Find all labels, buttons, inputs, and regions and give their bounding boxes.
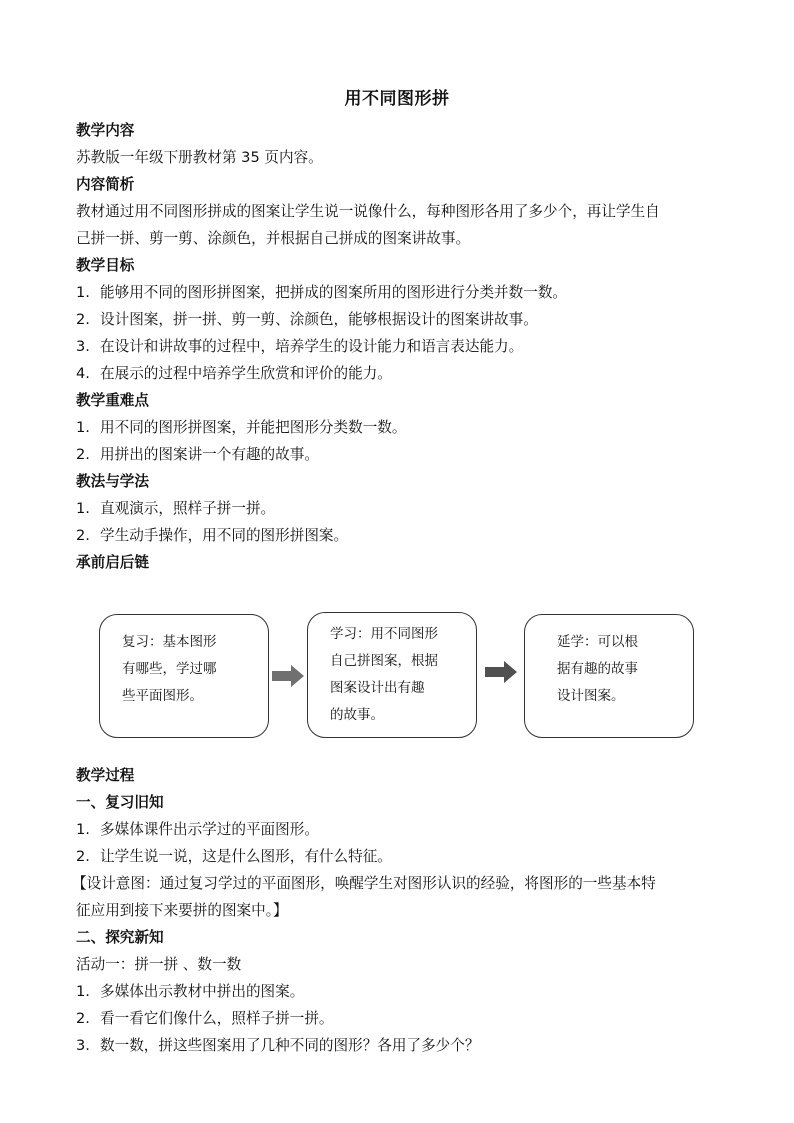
flow-diagram [76,576,726,762]
list-text: 用拼出的图案讲一个有趣的故事。 [100,446,319,463]
section-heading-summary: 内容简析 [76,176,135,193]
list-item [76,1032,726,1059]
list-number: 1. [76,419,90,436]
section-heading-chain: 承前启后链 [76,554,149,571]
section-heading-content: 教学内容 [76,122,135,139]
list-number: 3. [76,1037,90,1054]
list-item [76,978,726,1005]
list-text: 在设计和讲故事的过程中，培养学生的设计能力和语言表达能力。 [100,338,524,355]
list-item [76,441,726,468]
list-item [76,306,726,333]
list-number: 2. [76,311,90,328]
list-number: 2. [76,1010,90,1027]
list-number: 1. [76,821,90,838]
arrow-right-icon [272,665,304,687]
list-text: 多媒体出示教材中拼出的图案。 [100,983,305,1000]
design-intent-line: 征应用到接下来要拼的图案中。】 [76,902,288,919]
list-item [76,816,726,843]
flow-box-line: 据有趣的故事 [557,661,638,677]
design-intent-line: 【设计意图：通过复习学过的平面图形，唤醒学生对图形认识的经验，将图形的一些基本特 [72,875,656,892]
list-number: 2. [76,446,90,463]
list-item [76,495,726,522]
flow-box-learn [307,612,477,738]
section-heading-goals: 教学目标 [76,257,135,274]
flow-box-line: 延学：可以根 [557,634,638,650]
flow-box-line: 设计图案。 [557,688,625,704]
list-item [76,522,726,549]
list-item [76,360,726,387]
list-number: 4. [76,365,90,382]
list-text: 直观演示，照样子拼一拼。 [100,500,276,517]
list-text: 数一数，拼这些图案用了几种不同的图形？各用了多少个？ [100,1037,480,1054]
section-heading-process: 教学过程 [76,767,135,784]
flow-box-line: 有哪些，学过哪 [122,661,217,677]
list-number: 3. [76,338,90,355]
list-text: 学生动手操作，用不同的图形拼图案。 [100,527,349,544]
list-text: 多媒体课件出示学过的平面图形。 [100,821,319,838]
flow-box-line: 自己拼图案，根据 [330,653,438,669]
list-item [76,414,726,441]
flow-box-line: 复习：基本图形 [122,634,217,650]
flow-box-extend [524,614,694,738]
arrow-right-icon [485,661,517,683]
activity-title: 活动一：拼一拼 、数一数 [76,956,242,973]
list-item [76,1005,726,1032]
list-item [76,843,726,870]
list-text: 能够用不同的图形拼图案，把拼成的图案所用的图形进行分类并数一数。 [100,284,568,301]
list-item [76,279,726,306]
list-text: 让学生说一说，这是什么图形，有什么特征。 [100,848,392,865]
flow-box-line: 的故事。 [330,707,384,723]
list-number: 1. [76,983,90,1000]
list-text: 用不同的图形拼图案，并能把图形分类数一数。 [100,419,407,436]
summary-line: 己拼一拼、剪一剪、涂颜色，并根据自己拼成的图案讲故事。 [76,230,471,247]
summary-line: 教材通过用不同图形拼成的图案让学生说一说像什么，每种图形各用了多少个，再让学生自 [76,203,660,220]
subsection-heading-explore: 二、探究新知 [76,929,164,946]
section-heading-keypoints: 教学重难点 [76,392,149,409]
flow-box-review [99,614,269,738]
list-text: 设计图案，拼一拼、剪一剪、涂颜色，能够根据设计的图案讲故事。 [100,311,538,328]
list-number: 2. [76,848,90,865]
flow-box-line: 些平面图形。 [122,688,203,704]
subsection-heading-review: 一、复习旧知 [76,794,164,811]
list-text: 在展示的过程中培养学生欣赏和评价的能力。 [100,365,392,382]
list-item [76,333,726,360]
document-body [72,117,726,1059]
list-number: 1. [76,284,90,301]
list-number: 2. [76,527,90,544]
flow-box-line: 学习：用不同图形 [330,626,438,642]
flow-box-line: 图案设计出有趣 [330,680,425,696]
list-number: 1. [76,500,90,517]
list-text: 看一看它们像什么，照样子拼一拼。 [100,1010,334,1027]
section-heading-methods: 教法与学法 [76,473,149,490]
page-title: 用不同图形拼 [344,89,450,109]
content-text: 苏教版一年级下册教材第 35 页内容。 [76,149,323,166]
